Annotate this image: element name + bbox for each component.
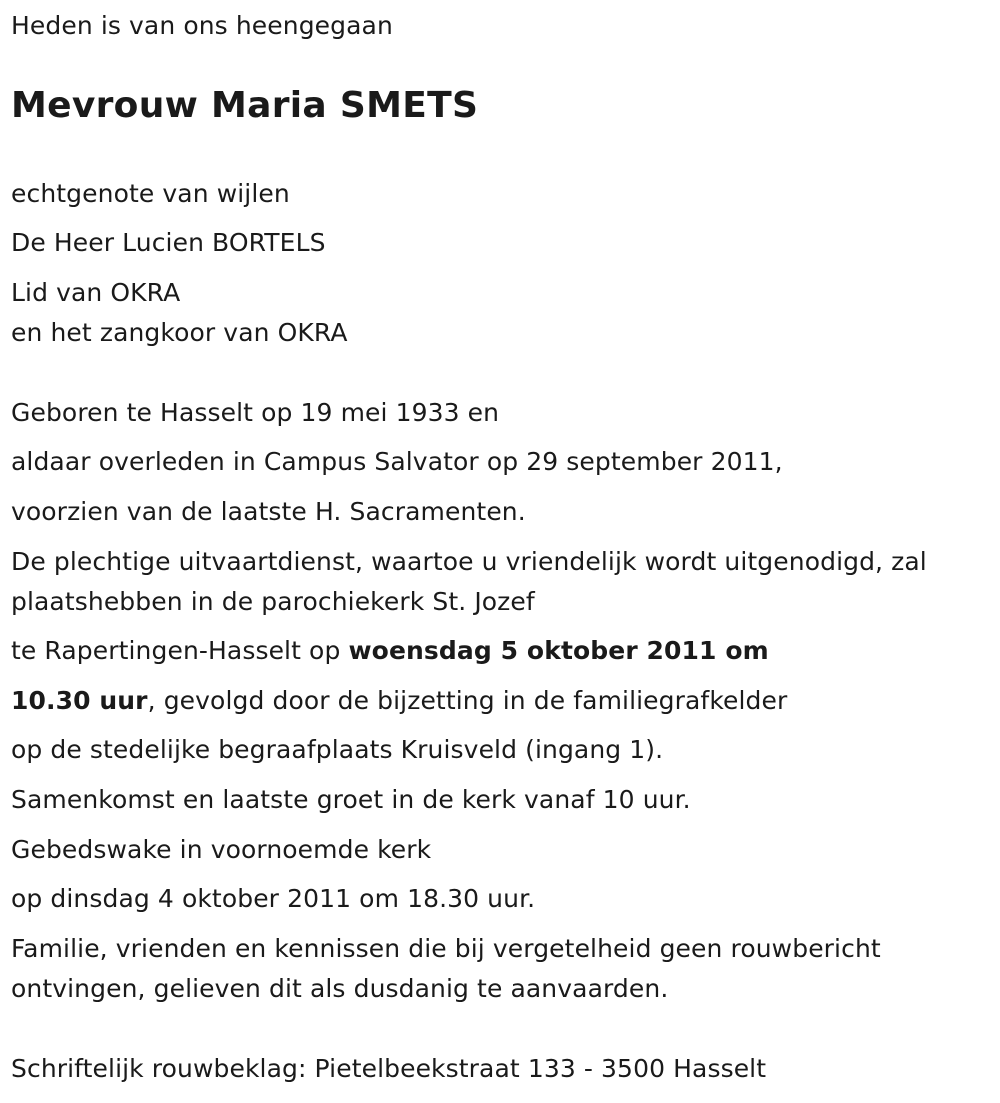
vigil-line-2: op dinsdag 4 oktober 2011 om 18.30 uur. <box>11 884 536 913</box>
intro-text: Heden is van ons heengegaan <box>11 11 393 40</box>
service-line-4 <box>11 681 787 721</box>
vigil-line-1: Gebedswake in voornoemde kerk <box>11 835 432 864</box>
service-line-4-rest: , gevolgd door de bijzetting in de familiegrafkelder <box>147 686 788 715</box>
spouse-line-2: De Heer Lucien BORTELS <box>11 228 326 257</box>
membership-line-2: en het zangkoor van OKRA <box>11 318 348 347</box>
notice-line-2: ontvingen, gelieven dit als dusdanig te aanvaarden. <box>11 974 669 1003</box>
sacraments-line: voorzien van de laatste H. Sacramenten. <box>11 497 526 526</box>
condolences-address: Schriftelijk rouwbeklag: Pietelbeekstraat 133 - 3500 Hasselt <box>11 1054 767 1083</box>
spouse-line-1: echtgenote van wijlen <box>11 179 290 208</box>
gathering-line: Samenkomst en laatste groet in de kerk vanaf 10 uur. <box>11 785 691 814</box>
service-line-2: plaatshebben in de parochiekerk St. Jozef <box>11 587 535 616</box>
service-line-3 <box>11 631 769 671</box>
notice-line-1: Familie, vrienden en kennissen die bij vergetelheid geen rouwbericht <box>11 934 881 963</box>
service-line-5: op de stedelijke begraafplaats Kruisveld (ingang 1). <box>11 735 664 764</box>
birth-line: Geboren te Hasselt op 19 mei 1933 en <box>11 398 500 427</box>
membership-line-1: Lid van OKRA <box>11 278 181 307</box>
service-line-3-prefix: te Rapertingen-Hasselt op <box>11 636 349 665</box>
deceased-name: Mevrouw Maria SMETS <box>11 85 479 126</box>
service-date-bold: woensdag 5 oktober 2011 om <box>348 636 769 665</box>
service-line-1: De plechtige uitvaartdienst, waartoe u vriendelijk wordt uitgenodigd, zal <box>11 547 927 576</box>
service-time-bold: 10.30 uur <box>11 686 148 715</box>
death-line: aldaar overleden in Campus Salvator op 29 september 2011, <box>11 447 783 476</box>
